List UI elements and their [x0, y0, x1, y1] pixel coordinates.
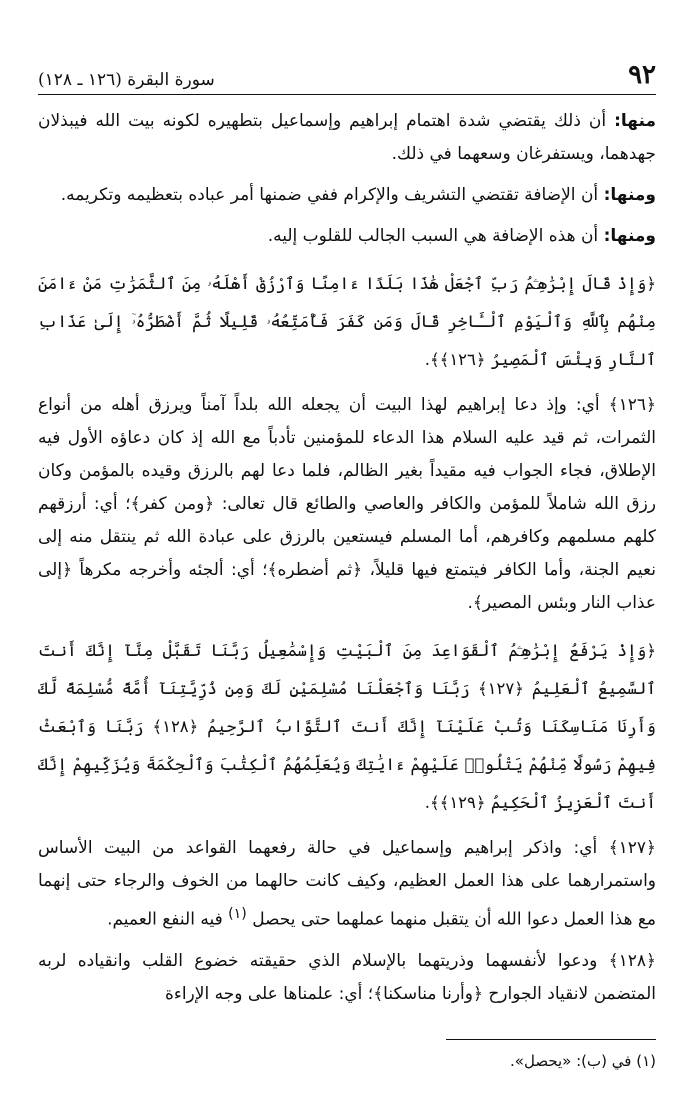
paragraph-text: أن ذلك يقتضي شدة اهتمام إبراهيم وإسماعيل بتطهيره لكونه بيت الله فيبذلان جهدهما، ويستفرغان وسعهما في ذلك.	[38, 111, 656, 164]
paragraph-text: أن هذه الإضافة هي السبب الجالب للقلوب إليه.	[267, 226, 599, 246]
paragraph-minha	[38, 105, 656, 171]
commentary-127	[38, 832, 656, 937]
page	[38, 58, 656, 1074]
paragraph-label: ومنها:	[603, 185, 656, 205]
surah-title: سورة البقرة (١٢٦ ـ ١٢٨)	[38, 70, 215, 90]
quran-verse-126: ﴿وَإِذْ قَالَ إِبْرَٰهِـۧمُ رَبِّ ٱجْعَلْ هَٰذَا بَلَدًا ءَامِنًا وَٱرْزُقْ أَهْلَهُۥ مِنَ ٱلثَّمَرَٰتِ مَنْ ءَامَنَ مِنْهُم بِٱللَّهِ وَٱلْيَوْمِ ٱلْـَٔاخِرِ قَالَ وَمَن كَفَرَ فَأُمَتِّعُهُۥ قَلِيلًا ثُمَّ أَضْطَرُّهُۥٓ إِلَىٰ عَذَابِ ٱلنَّارِ وَبِئْسَ ٱلْمَصِيرُ ﴿١٢٦﴾﴾.	[38, 274, 656, 369]
paragraph-label: منها:	[614, 111, 656, 131]
paragraph-text: أن الإضافة تقتضي التشريف والإكرام ففي ضمنها أمر عباده بتعظيمه وتكريمه.	[60, 185, 599, 205]
header-rule	[38, 94, 656, 95]
footnote-marker: (١)	[228, 906, 247, 922]
footnote-rule	[446, 1039, 656, 1040]
page-number: ٩٢	[628, 60, 656, 90]
quran-verses-127-129: ﴿وَإِذْ يَرْفَعُ إِبْرَٰهِـۧمُ ٱلْقَوَاعِدَ مِنَ ٱلْبَيْتِ وَإِسْمَٰعِيلُ رَبَّنَا تَقَبَّلْ مِنَّآ إِنَّكَ أَنتَ ٱلسَّمِيعُ ٱلْعَلِيمُ ﴿١٢٧﴾ رَبَّنَا وَٱجْعَلْنَا مُسْلِمَيْنِ لَكَ وَمِن ذُرِّيَّتِنَآ أُمَّةً مُّسْلِمَةً لَّكَ وَأَرِنَا مَنَاسِكَنَا وَتُبْ عَلَيْنَآ إِنَّكَ أَنتَ ٱلتَّوَّابُ ٱلرَّحِيمُ ﴿١٢٨﴾ رَبَّنَا وَٱبْعَثْ فِيهِمْ رَسُولًا مِّنْهُمْ يَتْلُوا۟ عَلَيْهِمْ ءَايَٰتِكَ وَيُعَلِّمُهُمُ ٱلْكِتَٰبَ وَٱلْحِكْمَةَ وَيُزَكِّيهِمْ إِنَّكَ أَنتَ ٱلْعَزِيزُ ٱلْحَكِيمُ ﴿١٢٩﴾﴾.	[38, 641, 656, 812]
paragraph-wa-minha-2	[38, 220, 656, 253]
commentary-127-end: فيه النفع العميم.	[107, 909, 223, 930]
commentary-126: ﴿١٢٦﴾ أي: وإذ دعا إبراهيم لهذا البيت أن يجعله الله بلداً آمناً ويرزق أهله من أنواع الثمرات، ثم قيد عليه السلام هذا الدعاء للمؤمنين تأدباً مع الله إذ كان دعاؤه الأول فيه الإطلاق، فجاء الجواب فيه مقيداً بغير الظالم، فلما دعا لهم بالرزق وقيده بالمؤمن وكان رزق الله شاملاً للمؤمن والكافر والعاصي والطائع قال تعالى: ﴿ومن كفر﴾؛ أي: أرزقهم كلهم مسلمهم وكافرهم، أما المسلم فيستعين بالرزق على عبادة الله ثم ينتقل منه إلى نعيم الجنة، وأما الكافر فيتمتع فيها قليلاً، ﴿ثم أضطره﴾؛ أي: ألجئه وأخرجه مكرهاً ﴿إلى عذاب النار وبئس المصير﴾.	[38, 395, 656, 613]
footnote: (١) في (ب): «يحصل».	[510, 1051, 656, 1070]
page-header	[38, 58, 656, 90]
commentary-127-text: ﴿١٢٧﴾ أي: واذكر إبراهيم وإسماعيل في حالة رفعهما القواعد من البيت الأساس واستمرارهما على هذا العمل العظيم، وكيف كانت حالهما من الخوف والرجاء حتى إنهما مع هذا العمل دعوا الله أن يتقبل منهما عملهما حتى يحصل	[38, 838, 656, 930]
paragraph-label: ومنها:	[603, 226, 656, 246]
paragraph-wa-minha-1	[38, 179, 656, 212]
commentary-128: ﴿١٢٨﴾ ودعوا لأنفسهما وذريتهما بالإسلام الذي حقيقته خضوع القلب وانقياده لربه المتضمن لانقياد الجوارح ﴿وأرنا مناسكنا﴾؛ أي: علمناها على وجه الإراءة	[38, 950, 656, 1004]
